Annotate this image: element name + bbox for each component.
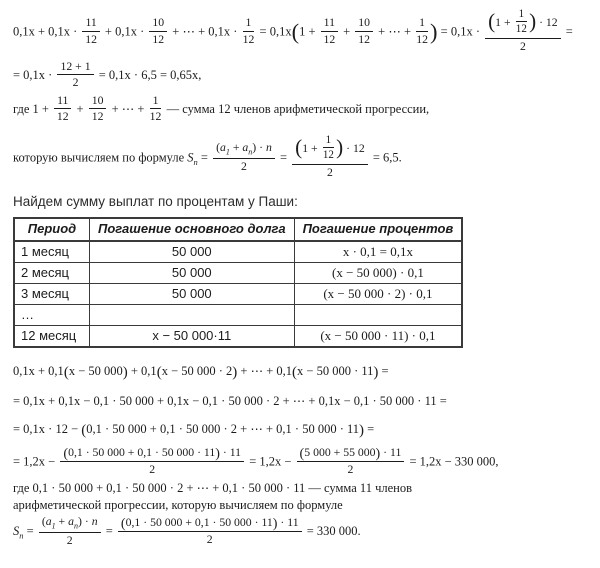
- cell-principal: 50 000: [90, 262, 295, 283]
- formula-factored: = 0,1x · 12 − (0,1 · 50 000 + 0,1 · 50 000 · 2 + ⋯ + 0,1 · 50 000 · 11) =: [13, 422, 375, 439]
- table-row: [14, 283, 462, 304]
- cell-period: 12 месяц: [14, 325, 90, 347]
- table-row: [14, 241, 462, 263]
- column-header-principal: Погашение основного долга: [90, 218, 295, 241]
- cell-period: …: [14, 304, 90, 325]
- cell-principal: [90, 304, 295, 325]
- note-arith-progression: арифметической прогрессии, которую вычисляем по формуле: [13, 498, 343, 513]
- formula-pasha-sum: 0,1x + 0,1(x − 50 000) + 0,1(x − 50 000 · 2) + ⋯ + 0,1(x − 50 000 · 11) =: [13, 363, 389, 381]
- table-row: [14, 262, 462, 283]
- formula-result-330000: = 1,2x − $\frac{(0,1 \cdot 50 000 + 0,1 \cdot 50 000 \cdot 11) \cdot 11}{2}$ = 1,2x − $\frac{(5 000 + 55 000) \cdot 11}{2}$ = 1,2x − 330 000,: [13, 445, 499, 477]
- table-row: [14, 325, 462, 347]
- formula-sn-equals-330000: $S_n$ = $\frac{(a_1 + a_n) \cdot n}{2}$ = $\frac{(0,1 \cdot 50 000 + 0,1 \cdot 50 000 \cdot 11) \cdot 11}{2}$ = 330 000.: [13, 515, 361, 547]
- cell-interest: x · 0,1 = 0,1x: [294, 241, 462, 263]
- section-heading: Найдем сумму выплат по процентам у Паши:: [13, 193, 298, 209]
- cell-period: 3 месяц: [14, 283, 90, 304]
- cell-interest: (x − 50 000) · 0,1: [294, 262, 462, 283]
- cell-principal: 50 000: [90, 241, 295, 263]
- formula-distributed: = 0,1x + 0,1x − 0,1 · 50 000 + 0,1x − 0,1 · 50 000 · 2 + ⋯ + 0,1x − 0,1 · 50 000 · 11 =: [13, 394, 447, 409]
- formula-sn-equals-65: которую вычисляем по формуле $S_n$ = $\frac{(a_1 + a_n) \cdot n}{2}$ = (1 + $\frac{1}{12}$ ) · 12 2 = 6,5.: [13, 133, 402, 180]
- column-header-period: Период: [14, 218, 90, 241]
- formula-result-065x: = 0,1x · $\frac{12 + 1}{2}$ = 0,1x · 6,5 = 0,65x,: [13, 59, 202, 90]
- cell-period: 1 месяц: [14, 241, 90, 263]
- cell-interest: (x − 50 000 · 2) · 0,1: [294, 283, 462, 304]
- formula-interest-sum-expansion: 0,1x + 0,1x · $\frac{11}{12}$ + 0,1x · $\frac{10}{12}$ + ⋯ + 0,1x · $\frac{1}{12}$ = 0,1x(1 + $\frac{11}{12}$ + $\frac{10}{12}$ + ⋯ + $\frac{1}{12}$ ) = 0,1x · (1 + $\frac{1}{12}$ ) · 12 2 =: [13, 7, 573, 54]
- cell-interest: [294, 304, 462, 325]
- cell-interest: (x − 50 000 · 11) · 0,1: [294, 325, 462, 347]
- table-row-ellipsis: [14, 304, 462, 325]
- payments-table: [13, 217, 463, 348]
- note-where-11-terms: где 0,1 · 50 000 + 0,1 · 50 000 · 2 + ⋯ + 0,1 · 50 000 · 11 — сумма 11 членов: [13, 480, 412, 495]
- table-header-row: [14, 218, 462, 241]
- cell-principal: x − 50 000·11: [90, 325, 295, 347]
- column-header-interest: Погашение процентов: [294, 218, 462, 241]
- note-where-12-terms: где 1 + $\frac{11}{12}$ + $\frac{10}{12}$ + ⋯ + $\frac{1}{12}$ — сумма 12 членов арифметической прогрессии,: [13, 93, 430, 124]
- cell-principal: 50 000: [90, 283, 295, 304]
- cell-period: 2 месяц: [14, 262, 90, 283]
